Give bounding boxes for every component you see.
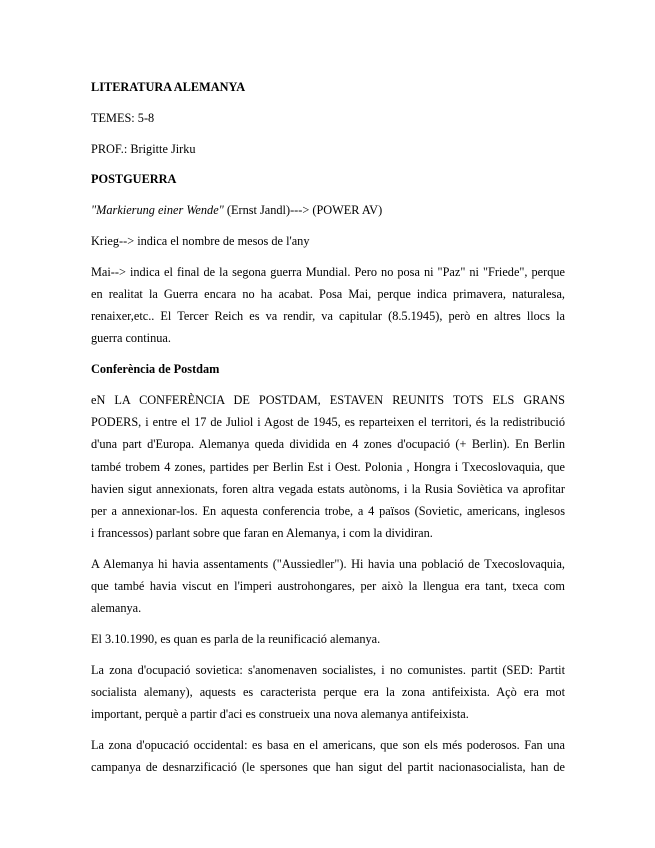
document-title: LITERATURA ALEMANYA — [91, 80, 246, 94]
paragraph-reunificacio: El 3.10.1990, es quan es parla de la reunificació alemanya. — [91, 632, 381, 647]
text-line: Mai--> indica el final de la segona guerra Mundial. Pero no posa ni "Paz" ni "Friede", perque — [91, 264, 565, 279]
poem-author-note: (Ernst Jandl)---> (POWER AV) — [223, 203, 383, 218]
text-line: per a annexionar-los. En aquesta conferencia trobe, a 4 països (Sovietic, americans, inglesos — [91, 504, 565, 518]
krieg-line: Krieg--> indica el nombre de mesos de l'any — [91, 233, 310, 248]
section-heading-postdam: Conferència de Postdam — [91, 362, 220, 377]
section-heading-postguerra: POSTGUERRA — [91, 172, 177, 187]
text-line: alemanya. — [91, 601, 142, 616]
paragraph-aussiedler — [91, 553, 565, 620]
markierung-line — [91, 199, 565, 221]
text-line: socialista alemany), aquests es caracterista perque era la zona antifeixista. Açò era mot — [91, 685, 565, 700]
paragraph-postdam — [91, 389, 565, 544]
text-line: havien sigut annexionats, foren altra vegada estats autònoms, i la Rusia Soviètica va aprofitar — [91, 481, 565, 496]
text-line: important, perquè a partir d'aci es construeix una nova alemanya antifeixista. — [91, 707, 469, 722]
text-line: també trobem 4 zones, partides per Berlin Est i Oest. Polonia , Hongra i Txecoslovaquia, que — [91, 459, 565, 474]
paragraph-zona-sovietica — [91, 659, 565, 726]
text-line: renaixer,etc.. El Tercer Reich es va rendir, va capitular (8.5.1945), però en altres llocs la — [91, 309, 565, 324]
text-line: que també havia viscut en l'imperi austrohongares, per això la llengua era tant, txeca com — [91, 579, 565, 594]
text-line: d'una part d'Europa. Alemanya queda dividida en 4 zones d'ocupació (+ Berlin). En Berlin — [91, 437, 565, 452]
text-line: A Alemanya hi havia assentaments ("Aussiedler"). Hi havia una població de Txecoslovaquia, — [91, 557, 565, 571]
text-line: en realitat la Guerra encara no ha acabat. Posa Mai, perque indica primavera, naturalesa, — [91, 286, 565, 301]
text-line: PODERS, i entre el 17 de Juliol i Agost de 1945, es reparteixen el territori, és la redistribució — [91, 415, 565, 430]
text-line: eN LA CONFERÈNCIA DE POSTDAM, ESTAVEN REUNITS TOTS ELS GRANS — [91, 392, 565, 407]
paragraph-mai — [91, 261, 565, 350]
temes-line: TEMES: 5-8 — [91, 110, 155, 125]
text-line: La zona d'opucació occidental: es basa en el americans, que son els més poderosos. Fan una — [91, 738, 565, 753]
text-line: campanya de desnarzificació (le spersones que han sigut del partit nacionasocialista, han de — [91, 760, 565, 775]
professor-line: PROF.: Brigitte Jirku — [91, 141, 196, 156]
text-line: i francessos) parlant sobre que faran en Alemanya, i com la dividiran. — [91, 526, 433, 541]
text-line: La zona d'ocupació sovietica: s'anomenaven socialistes, i no comunistes. partit (SED: Partit — [91, 663, 565, 677]
paragraph-zona-occidental — [91, 734, 565, 778]
poem-title: "Markierung einer Wende" — [91, 203, 224, 218]
text-line: guerra continua. — [91, 331, 171, 346]
